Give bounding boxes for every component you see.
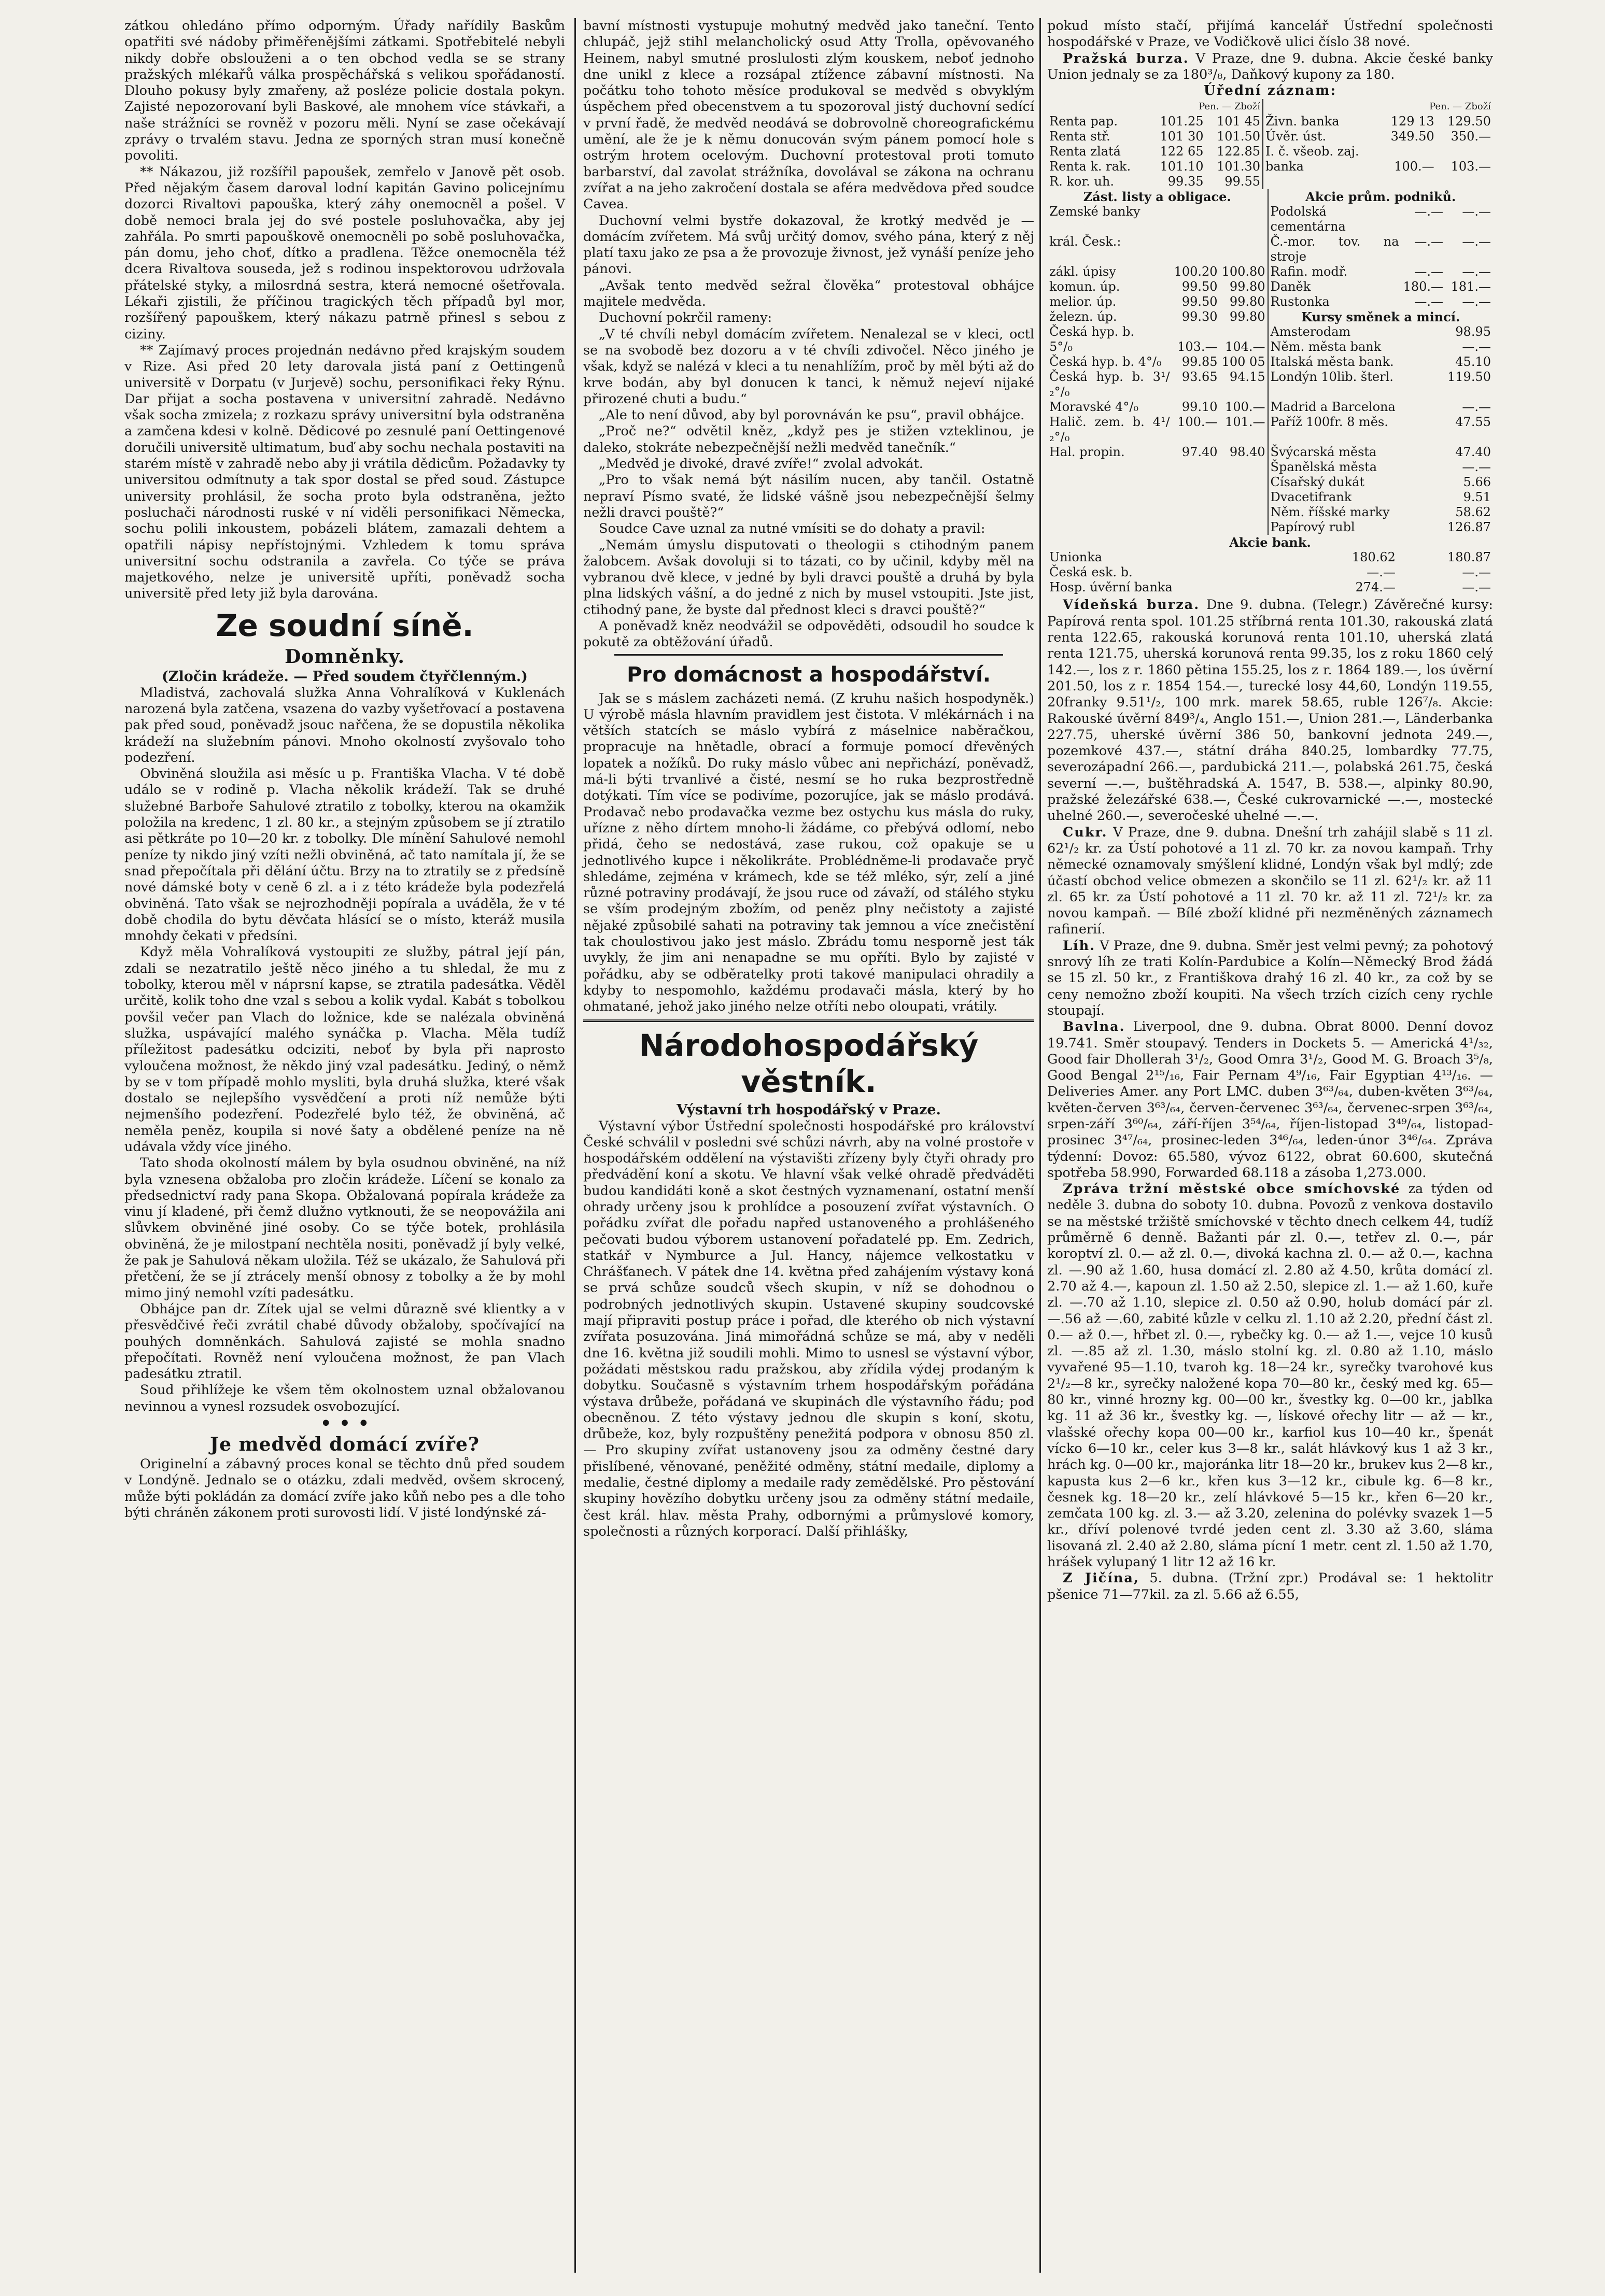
rate-label: Amsterodam: [1268, 324, 1445, 339]
rate-label: R. kor. uh.: [1049, 174, 1114, 189]
paragraph-text: Liverpool, dne 9. dubna. Obrat 8000. Denní dovoz 19.741. Směr stoupavý. Tenders in Dockets 5. — Americká 4¹/₃₂, Good fair Dhollerah 3¹/₂, Good Omra 3¹/₂, Good M. G. Broach 3⁵/₈, Good Bengal 2¹⁵/₁₆, Fair Pernam 4⁹/₁₆, Fair Egyptian 4¹³/₁₆. — Deliveries Amer. any Port LMC. duben 3⁶³/₆₄, duben-květen 3⁶³/₆₄, květen-červen 3⁶³/₆₄, červen-červenec 3⁶³/₆₄, červenec-srpen 3⁶³/₆₄, srpen-září 3⁶⁰/₆₄, září-říjen 3⁵⁴/₆₄, říjen-listopad 3⁴⁹/₆₄, listopad-prosinec 3⁴⁷/₆₄, prosinec-leden 3⁴⁶/₆₄, leden-únor 3⁴⁶/₆₄. Zpráva týdenní: Dovoz: 65.580, vývoz 6122, obrat 60.600, skutečná spotřeba 58.990, Forwarded 68.118 a zásoba 1,273.000.: [1047, 1019, 1493, 1181]
rate-value: [1172, 460, 1220, 475]
paragraph: [1047, 1181, 1493, 1570]
column-header: Pen. — Zboží: [1429, 101, 1491, 112]
rate-value: —.—: [1462, 294, 1491, 309]
article-title: Je medvěd domácí zvíře?: [210, 1434, 480, 1456]
table-row: [1047, 204, 1493, 234]
rate-value: 93.65: [1181, 370, 1218, 385]
rate-value: 99.80: [1229, 309, 1265, 324]
obligations-table: [1047, 189, 1493, 535]
paragraph: Mladistvá, zachovalá služka Anna Vohralíková v Kuklenách narozená byla zatčena, vsazena do vazby vyšetřovací a postavena pak před soud, poněvadž jsouc nařčena, že se dopustila několika krádeží na služebním pánovi. Mnoho okolností zvyšovalo toho podezření.: [124, 685, 565, 766]
paragraph: [1047, 51, 1493, 83]
rate-label: Zemské banky: [1049, 204, 1141, 219]
rate-value: 101.10: [1160, 159, 1204, 174]
rate-value: 100 05: [1221, 355, 1265, 370]
rate-label: Živn. banka: [1263, 114, 1379, 129]
paragraph: „Pro to však nemá být násilím nucen, aby tančil. Ostatně nepraví Písmo svaté, že lidské vášně jsou nebezpečnější šelmy nežli dravci pouště?“: [583, 472, 1034, 520]
rate-label: Hosp. úvěrní banka: [1049, 580, 1173, 595]
rate-label: železn. úp.: [1049, 309, 1117, 324]
rate-value: 100.—: [1394, 159, 1434, 174]
rate-label: Švýcarská města: [1268, 445, 1445, 460]
rate-label: Papírový rubl: [1268, 520, 1445, 535]
rate-label: Renta pap.: [1049, 114, 1118, 129]
paragraph-text: 5. dubna. (Tržní zpr.) Prodával se: 1 hektolitr pšenice 71—77kil. za zl. 5.66 až 6.55,: [1047, 1570, 1493, 1603]
rate-value: [1220, 505, 1268, 520]
rate-value: [1437, 144, 1493, 159]
article-title: Výstavní trh hospodářský v Praze.: [677, 1101, 941, 1118]
rate-value: —.—: [1367, 565, 1396, 580]
rate-label: Česká hyp. b. 4°/₀: [1049, 355, 1162, 370]
rate-label: zákl. úpisy: [1049, 264, 1116, 279]
paragraph: Duchovní pokrčil rameny:: [599, 310, 772, 326]
rate-value: 99.10: [1181, 400, 1218, 415]
rate-value: 100.80: [1221, 264, 1265, 279]
table-subheading: Akcie prům. podniků.: [1268, 189, 1493, 204]
rate-label: Česká esk. b.: [1049, 565, 1133, 580]
rate-label: [1047, 520, 1172, 535]
rate-label: Něm. říšské marky: [1268, 505, 1445, 520]
rate-label: Španělská města: [1268, 460, 1445, 475]
rate-value: 99.80: [1229, 279, 1265, 294]
table-subheading: Kursy směnek a mincí.: [1268, 309, 1493, 324]
rate-label: Č.-mor. tov. na stroje: [1268, 234, 1401, 264]
column-3: [1047, 18, 1493, 1603]
rate-value: 274.—: [1355, 580, 1396, 595]
table-row: [1047, 400, 1493, 415]
rate-value: [1172, 475, 1220, 490]
paragraph: [1047, 825, 1493, 938]
article-subtitle: (Zločin krádeže. — Před soudem čtyřčlenným.): [162, 668, 528, 685]
rate-value: 126.87: [1447, 520, 1491, 535]
rate-value: 45.10: [1455, 355, 1491, 370]
rate-value: 101.30: [1217, 159, 1260, 174]
rate-value: —.—: [1462, 339, 1491, 355]
rate-value: [1220, 520, 1268, 535]
inline-heading: Líh.: [1063, 938, 1096, 954]
table-row: [1047, 114, 1493, 129]
rate-value: 180.62: [1351, 550, 1396, 565]
rate-value: 99.35: [1167, 174, 1204, 189]
paragraph-text: za týden od neděle 3. dubna do soboty 10. dubna. Povozů z venkova dostavilo se na městské tržiště smíchovské v těchto dnech celkem 44, tudíž průměrně 6 denně. Bažanti pár zl. 0.—, tetřev zl. 0.—, pár koroptví zl. 0.— až zl. 0.—, divoká kachna zl. 0.— až 0.—, kachna zl. —.90 až 1.60, husa domácí zl. 2.80 až 4.50, krůta domácí zl. 2.70 až 4.—, kapoun zl. 1.50 až 2.50, slepice zl. 1.— až 1.60, kuře zl. —.70 až 1.10, slepice zl. 0.50 až 0.90, holub domácí pár zl. —.56 až —.60, zabité kůzle v celku zl. 1.10 až 2.20, přední část zl. 0.— až 0.—, hřbet zl. 0.—, rybečky kg. 0.— až 1.—, vejce 10 kusů zl. —.85 až zl. 1.30, máslo stolní kg. zl. 0.80 až 1.10, máslo vyvařené 95—1.10, tvaroh kg. 18—24 kr., syrečky tvarohové kus 2¹/₂—8 kr., syrečky naložené kopa 70—80 kr., český med kg. 65—80 kr., vinné hrozny kg. 00—00 kr., švestky kg. 0—00 kr., jablka kg. 11 až 36 kr., švestky kg. —, lískové ořechy litr — až — kr., vlašské ořechy kopa 00—00 kr., karfiol kus 10—40 kr., špenát vícko 6—10 kr., celer kus 3—8 kr., salát hlávkový kus 1 až 3 kr., hrách kg. 0—00 kr., majoránka litr 18—20 kr., brukev kus 2—8 kr., kapusta kus 2—6 kr., křen kus 3—12 kr., cibule kg. 6—8 kr., česnek kg. 18—20 kr., zelí hlávkové 5—15 kr., křen 6—20 kr., zemčata 100 kg. zl. 3.— až 3.20, zelenina do polévky svazek 1—5 kr., dříví polenové tvrdé jeden cent zl. 3.30 až 3.60, sláma lisovaná zl. 2.40 až 2.80, sláma pícní 1 metr. cent zl. 1.50 až 1.70, hrášek vylupaný 1 litr 12 až 16 kr.: [1047, 1181, 1494, 1570]
rate-value: —.—: [1462, 234, 1491, 249]
rate-label: [1047, 490, 1172, 505]
rate-value: 98.40: [1229, 445, 1265, 460]
rate-value: 129 13: [1390, 114, 1434, 129]
rate-value: 181.—: [1451, 279, 1491, 294]
rate-label: komun. úp.: [1049, 279, 1120, 294]
paragraph: Jak se s máslem zacházeti nemá. (Z kruhu našich hospodyněk.) U výrobě másla hlavním pravidlem jest čistota. V mlékárnách i na větších statcích se máslo vybírá z máselnice naběračkou, propracuje na hnětadle, obrací a formuje pomocí dřevěných lopatek a nožíků. Do ruky máslo vůbec ani nepřichází, poněvadž, má-li býti trvanlivé a čisté, nesmí se ho ruka bezprostředně dotýkati. Tím více se podivíme, pozorujíce, jak se máslo prodává. Prodavač nebo prodavačka vezme bez ostychu kus másla do ruky, uřízne z něho dírtem mnoho-li žádáme, co přebývá odlomí, nebo přidá, čeho se nedostává, zase rukou, což opakuje se u jednotlivého kupce i několikráte. Problédněme-li prodavače pryč shledáme, zejména v krámech, kde se též mléko, sýr, zelí a jiné různé potraviny prodávají, že jsou ruce od závaží, od stálého styku se vším prodejným zbožím, od peněz plny nečistoty a zajisté nějaké způsobilé sahati na potraviny tak jemnou a více znečistění tak choulostivou jako jest máslo. Zbrádu tomu nesporně jest ták uvykly, že jim ani nenapadne se mu opříti. Bylo by zajisté v pořádku, aby se odběratelky proti takové manipulaci ohradily a kdyby to nespomohlo, každému prodavači másla, který by ho ohmatané, jehož jako jiného nelze otříti nebo oloupati, vrátily.: [583, 690, 1034, 1015]
rate-value: 58.62: [1455, 505, 1491, 520]
rate-value: 103.—: [1177, 339, 1218, 355]
column-rule: [574, 18, 576, 2273]
rate-label: [1047, 505, 1172, 520]
rate-value: [1172, 324, 1220, 339]
table-title: Úřední záznam:: [1203, 83, 1337, 99]
rate-label: melior. úp.: [1049, 294, 1117, 309]
rate-value: —.—: [1414, 264, 1443, 279]
paragraph: Když měla Vohralíková vystoupiti ze služby, pátral její pán, zdali se nezatratilo ještě něco jiného a tu shledal, že mu z tobolky, kterou měl v náprsní kapse, se ztratila padesátka. Věděl určitě, kolik toho dne vzal s sebou a kolik vydal. Kabát s tobolkou povšil večer pan Vlach do ložnice, kde se nalézala obviněná služka, uspávající malého synáčka p. Vlacha. Měla tudíž příležitost padesátku odciziti, neboť by byla při naprosto vyloučena možnost, že někdo jiný vzal padesátku. Jediný, o němž by se v tom případě mohlo mysliti, byla druhá služka, které však dostalo se nejlepšího vysvědčení a proti níž nemůže býti nejmenšího podezření. Podezřelé bylo též, že obviněná, ač neměla peněz, koupila si nové šaty a obdělené peníze na ně udávala vždy více jiného.: [124, 944, 565, 1155]
rate-label: Moravské 4°/₀: [1049, 400, 1139, 415]
table-subheading: Akcie bank.: [1229, 535, 1311, 550]
table-row: [1047, 565, 1493, 580]
paragraph-text: V Praze, dne 9. dubna. Dnešní trh zahájil slabě s 11 zl. 62¹/₂ kr. za Ústí pohotové a 11 zl. 70 kr. za novou kampaň. Trhy německé oznamovaly smýšlení klidné, Londýn však byl mdlý; zde účastí obchod velice obmezen a skončilo se 11 zl. 62¹/₂ kr. až 11 zl. 65 kr. za Ústí pohotové a 11 zl. 70 kr. až 11 zl. 72¹/₂ kr. za novou kampaň. — Bílé zboží klidné při nezměněných záznamech rafinerií.: [1047, 824, 1493, 938]
table-row: [1047, 415, 1493, 445]
rate-label: Italská města bank.: [1268, 355, 1445, 370]
paragraph: „Nemám úmyslu disputovati o theologii s ctihodným panem žalobcem. Avšak dovoluji si to tázati, co by učinil, kdyby měl na vybranou dvě klece, v jedné by byli dravci pouště a druhá by byla plna lidských vášní, a do jedné z nich by musel vstoupiti. Jste jist, ctihodný pane, že byste dal přednost kleci s dravci pouště?“: [583, 537, 1034, 618]
paragraph: Duchovní velmi bystře dokazoval, že krotký medvěd je — domácím zvířetem. Má svůj určitý domov, svého pána, který z něj platí taxu jako ze psa a že provozuje živnost, jež vynáší peníze jeho pánovi.: [583, 212, 1034, 277]
rate-value: 99.50: [1181, 279, 1218, 294]
rate-value: 129.50: [1447, 114, 1491, 129]
rate-value: —.—: [1462, 204, 1491, 219]
rate-label: Podolská cementárna: [1268, 204, 1401, 234]
separator-dots: • • •: [319, 1412, 370, 1436]
rate-label: [1047, 460, 1172, 475]
rate-value: 350.—: [1451, 129, 1491, 144]
table-row: [1047, 309, 1493, 324]
rate-value: 99.55: [1224, 174, 1260, 189]
table-row: [1047, 159, 1493, 174]
rate-label: banka: [1263, 159, 1379, 174]
rate-value: 122.85: [1217, 144, 1260, 159]
divider: [583, 1019, 1034, 1022]
paragraph-text: V Praze, dne 9. dubna. Směr jest velmi pevný; za pohotový snrový líh ze trati Kolín-Pardubice a Kolín—Německý Brod žádá se 15 zl. 50 kr., z Františkova drahý 16 zl. 40 kr., za což by se ceny nemožno zboží koupiti. Na všech trzích cizích ceny rychle stoupají.: [1047, 938, 1493, 1018]
paragraph: Soud přihlížeje ke všem těm okolnostem uznal obžalovanou nevinnou a vynesl rozsudek osvobozující.: [124, 1382, 565, 1414]
rate-label: Renta k. rak.: [1049, 159, 1131, 174]
rate-label: Renta zlatá: [1049, 144, 1121, 159]
section-heading-court: Ze soudní síně.: [216, 607, 474, 643]
paragraph: [1047, 1019, 1493, 1181]
rate-value: 103.—: [1451, 159, 1491, 174]
rate-value: 100.20: [1174, 264, 1218, 279]
table-row: [1047, 174, 1493, 189]
paragraph: A poněvadž kněz neodvážil se odpověděti, odsoudil ho soudce k pokutě za obtěžování úřadů.: [583, 618, 1034, 650]
rate-value: [1437, 174, 1493, 189]
rate-value: [1220, 204, 1268, 234]
inline-heading: Pražská burza.: [1063, 50, 1189, 66]
paragraph: pokud místo stačí, přijímá kancelář Ústřední společnosti hospodářské v Praze, ve Vodičkově ulici číslo 38 nové.: [1047, 18, 1493, 50]
paragraph: [1047, 597, 1493, 824]
rates-table: [1047, 99, 1493, 189]
table-row: [1047, 445, 1493, 460]
rate-value: [1220, 475, 1268, 490]
rate-value: [1172, 234, 1220, 264]
table-row: [1047, 550, 1493, 565]
rate-value: 100.—: [1177, 415, 1218, 430]
column-1: [124, 18, 565, 1521]
paragraph: „Ale to není důvod, aby byl porovnáván ke psu“, pravil obhájce.: [599, 407, 1025, 423]
rate-value: 101.—: [1225, 415, 1265, 430]
rate-value: 101 45: [1217, 114, 1260, 129]
table-row: [1047, 505, 1493, 520]
table-row: [1047, 475, 1493, 490]
rate-value: [1220, 324, 1268, 339]
rate-value: 180.—: [1403, 279, 1443, 294]
rate-value: [1379, 144, 1436, 159]
inline-heading: Z Jičína,: [1063, 1570, 1139, 1586]
rate-label: Císařský dukát: [1268, 475, 1445, 490]
paragraph: „Avšak tento medvěd sežral člověka“ protestoval obhájce majitele medvěda.: [583, 277, 1034, 310]
rate-value: [1220, 234, 1268, 264]
rate-label: král. Česk.:: [1049, 234, 1121, 249]
rate-value: —.—: [1414, 294, 1443, 309]
table-row: [1047, 535, 1493, 550]
rate-value: 99.50: [1181, 294, 1218, 309]
rate-label: Česká hyp. b. 3¹/₂°/₀: [1049, 370, 1170, 400]
rate-value: —.—: [1462, 460, 1491, 475]
table-row: [1047, 264, 1493, 279]
rate-label: [1263, 174, 1379, 189]
rate-value: 100.—: [1225, 400, 1265, 415]
rate-label: Dvacetifrank: [1268, 490, 1445, 505]
table-row: [1047, 294, 1493, 309]
table-row: [1047, 580, 1493, 595]
rate-value: 94.15: [1229, 370, 1265, 385]
inline-heading: Vídeňská burza.: [1063, 597, 1200, 613]
rate-label: Daněk: [1268, 279, 1401, 294]
rate-value: [1220, 460, 1268, 475]
rate-label: Úvěr. úst.: [1263, 129, 1379, 144]
rate-value: 97.40: [1181, 445, 1218, 460]
paragraph: bavní místnosti vystupuje mohutný medvěd jako taneční. Tento chlupáč, jejž stihl melancholický osud Atty Trolla, opěvovaného Heinem, nabyl smutné proslulosti zlým kouskem, neboť jednoho dne unikl z klece a rozsápal ztížence zábavní místnosti. Na počátku toho tohoto měsíce produkoval se medvěd s obvyklým úspěchem před obecenstvem a tu spozoroval jistý duchovní sedící v první řadě, že medvěd neodává se dobrovolně choreografickému umění, ale že je k němu donucován svým pánem pomocí hole s ostrým hrotem ocelovým. Duchovní protestoval proti tomuto barbarství, dal zavolat strážníka, dovolával se zákona na ochranu zvířat a na jeho zakročení dostala se aféra medvědova před soudce Cavea.: [583, 18, 1034, 212]
rate-label: Paříž 100fr. 8 měs.: [1268, 415, 1445, 445]
table-row: [1047, 520, 1493, 535]
column-header: Pen. — Zboží: [1199, 101, 1260, 112]
table-row: [1047, 460, 1493, 475]
rate-value: —.—: [1462, 565, 1491, 580]
rate-value: [1172, 490, 1220, 505]
rate-value: 119.50: [1447, 370, 1491, 385]
table-row: [1047, 339, 1493, 355]
paragraph: ** Zajímavý proces projednán nedávno před krajským soudem v Rize. Asi před 20 lety darovala jistá paní z Oettingenů universitě v Dorpatu (v Jurjevě) sochu, personifikaci řeky Rýnu. Dar přijat a socha postavena v universitní zahradě. Nedávno však socha zmizela; z rozkazu správy universitní byla odstraněna a zamčena kdesi v kolně. Dědicové po zesnulé paní Oettingenové doručili universitě ultimatum, buď aby sochu nechala postaviti na starém místě v zahradě nebo aby ji vrátila dědicům. Požadavky ty universitou odmítnuty a tak spor dostal se před soud. Zástupce university prohlásil, že socha proto byla odstraněna, ježto posluchači národnosti ruské v ní viděli personifikaci Německa, sochu polili inkoustem, pobázeli blátem, zamazali dehtem a opatřili nápisy nepřístojnými. Vzhledem k tomu správa universitní sochu odstranila a zavřela. Co týče se práva majetkového, nelze je universitě upříti, poněvadž socha universitě před lety již byla darována.: [124, 342, 565, 602]
paragraph-text: Dne 9. dubna. (Telegr.) Závěrečné kursy: Papírová renta spol. 101.25 stříbrná renta 101.30, rakouská zlatá renta 122.65, rakouská korunová renta 101.10, uherská zlatá renta 121.75, uherská korunová renta 99.35, los z roku 1860 celý 142.—, los z r. 1860 pětina 155.25, los z r. 1864 189.—, los úvěrní 201.50, los z r. 1854 154.—, turecké losy 44,60, Londýn 119.55, 20franky 9.51¹/₂, 100 mrk. marek 58.65, ruble 126⁷/₈. Akcie: Rakouské úvěrní 849³/₄, Anglo 151.—, Union 281.—, Länderbanka 227.75, uherské úvěrní 386 50, bankovní jednota 249.—, pozemkové 437.—, státní dráha 840.25, lombardky 77.75, severozápadní 266.—, pardubická 211.—, polabská 261.75, česká severní —.—, buštěhradská A. 1547, B. 538.—, alpinky 80.90, pražské železářské 638.—, České cukrovarnické —.—, mostecké uhelné 260.—, severočeské uhelné —.—.: [1047, 597, 1493, 824]
rate-value: 180.87: [1447, 550, 1491, 565]
divider: [614, 654, 1003, 656]
paragraph: Výstavní výbor Ústřední společnosti hospodářské pro království České schválil v posledni své schůzi návrh, aby na volné prostoře v hospodářském oddělení na výstavišti zřízeny byly čtyři ohrady pro předvádění koní a skotu. Ve hlavní však velké ohradě předváděti budou kandidáti koně a skot čestných vyznamenaní, ostatní menší ohrady určeny jsou k prohlídce a posouzení zvířat výstavních. O pořádku zvířat dle pořadu napřed ustanoveného a prohlášeného pečovati budou výborem ustanovení pořadatelé pp. Em. Zedrich, statkář v Nymburce a Jul. Hancy, nájemce velkostatku v Chrášťanech. V pátek dne 14. května před zahájením výstavy koná se prvá schůze soudců všech skupin, v níž se dohodnou o podrobných jednotlivých skupin. Ustavené skupiny soudcovské mají připraviti postup práce i pořad, dle kterého ob nich výstavní zvířata posuzována. Jiná mimořádná schůze se má, aby v neděli dne 16. května již soudili mohli. Mimo to usnesl se výstavní výbor, požádati městskou radu pražskou, aby zřídila výdej prodaným k dobytku. Současně s výstavním trhem hospodářským pořádána výstava drůbeže, pořádaná ve skupinách dle výstavního řádu; pod obecněnou. Z této výstavy jednou dle skupin s koní, skotu, drůbeže, koz, byly rozpuštěny penežitá podpora v obnosu 850 zl. — Pro skupiny zvířat ustanoveny jsou za odměny čestné dary přislíbené, věnované, peněžité odměny, státní medaile, diplomy a medalie, čestné diplomy a medaile rady zemědělské. Pro pěstování skupiny hovězího dobytku určeny jsou za odměny státní medaile, čest král. hlav. města Prahy, odbornými a průmyslové komory, společnosti a různých korporací. Další přihlášky,: [583, 1118, 1034, 1539]
rate-value: [1172, 505, 1220, 520]
paragraph: Tato shoda okolností málem by byla osudnou obviněné, na níž byla vznesena obžaloba pro zločin krádeže. Líčení se konalo za předsednictví rady pana Skopa. Obžalovaná popírala krádeže za vinu jí kladené, při čemž dlužno vytknouti, že se neopovážila ani slůvkem obviněné jiné osoby. Co se týče botek, prohlásila obviněná, že je milostpaní nechtěla nositi, poněvadž jí byly velké, že pak je Sahulová někam uložila. Též se ukázalo, že Sahulová při přetčení, že se jí ztrácely menší obnosy z tobolky a že by mohl mimo jiný nemohl vzíti padesátku.: [124, 1155, 565, 1301]
rate-value: —.—: [1414, 234, 1443, 249]
table-row: [1047, 129, 1493, 144]
rate-value: —.—: [1462, 264, 1491, 279]
paragraph-text: V Praze, dne 9. dubna. Akcie české banky Union jednaly se za 180³/₈, Daňkový kupony za 180.: [1047, 50, 1493, 82]
rate-label: Rustonka: [1268, 294, 1401, 309]
table-row: [1047, 144, 1493, 159]
rate-label: Halič. zem. b. 4¹/₂°/₀: [1049, 415, 1170, 445]
rate-value: 99.80: [1229, 294, 1265, 309]
inline-heading: Zpráva tržní městské obce smíchovské: [1063, 1181, 1401, 1197]
paragraph: [1047, 1570, 1493, 1603]
paragraph: Soudce Cave uznal za nutné vmísiti se do dohaty a pravil:: [599, 521, 985, 537]
table-row: [1047, 490, 1493, 505]
section-heading-home: Pro domácnost a hospodářství.: [627, 662, 991, 687]
rate-value: 101 30: [1160, 129, 1204, 144]
paragraph: „Medvěd je divoké, dravé zvíře!“ zvolal advokát.: [599, 456, 923, 472]
rate-value: [1172, 520, 1220, 535]
rate-label: Londýn 10lib. šterl.: [1268, 370, 1445, 400]
rate-value: 122 65: [1160, 144, 1204, 159]
rate-value: 349.50: [1390, 129, 1434, 144]
rate-label: Něm. města bank: [1268, 339, 1445, 355]
rate-label: Rafin. modř.: [1268, 264, 1401, 279]
table-subheading: Zást. listy a obligace.: [1083, 189, 1231, 205]
rate-label: Renta stř.: [1049, 129, 1110, 144]
rate-value: 99.85: [1181, 355, 1218, 370]
paragraph: Obviněná sloužila asi měsíc u p. Františka Vlacha. V té době událo se v rodině p. Vlacha několik krádeží. Tak se druhé služebné Barboře Sahulové ztratilo z tobolky, kterou na okamžik položila na kredenc, 1 zl. 80 kr., a stejným způsobem se jí ztratilo asi pětkráte po 10—20 kr. z tobolky. Dle mínění Sahulové nemohl peníze ty nikdo jiný vzíti nežli obviněná, ač tato namítala jí, že se snad přepočítala při dělání účtu. Brzy na to ztratily se z předsíně nové dámské boty v ceně 6 zl. a i z této krádeže byla podezřelá obviněná. Tato však se nejrozhodněji popírala a uváděla, že v té době chodila do bytu děvčata hlásící se o místo, kteráž musila mnohdy čekati v předsíni.: [124, 766, 565, 944]
rate-value: 104.—: [1225, 339, 1265, 355]
rate-value: 5.66: [1463, 475, 1491, 490]
paragraph: Originelní a zábavný proces konal se těchto dnů před soudem v Londýně. Jednalo se o otázku, zdali medvěd, ovšem skrocený, může býti pokládán za domácí zvíře jako kůň nebo pes a dle toho býti chráněn zákonem proti surovosti lidí. V jisté londýnské zá-: [124, 1456, 565, 1521]
table-row: [1047, 324, 1493, 339]
rate-label: 5°/₀: [1049, 339, 1073, 355]
paragraph: „Proč ne?“ odvětil kněz, „když pes je stižen vzteklinou, je daleko, stokráte nebezpečnější nežli medvěd tanečník.“: [583, 423, 1034, 456]
rate-value: 98.95: [1455, 324, 1491, 339]
rate-label: Česká hyp. b.: [1049, 324, 1134, 339]
rate-value: —.—: [1414, 204, 1443, 219]
rate-value: 99.30: [1181, 309, 1218, 324]
paragraph: zátkou ohledáno přímo odporným. Úřady nařídily Baskům opatřiti své nádoby přiměřenějšími zátkami. Spotřebitelé nebyli nikdy dobře obslouženi a o ten obchod vedla se se strany pražských mlékařů válka prospěchářská s velikou spořádaností. Dlouho pokusy byly zmařeny, až posléze policie dostala pokyn. Zajisté nepozorovaní byli Baskové, ale mnohem více stávkaři, a naše strážníci se rovněž v pozoru měli. Nyní se zase očekávají zprávy o trvalém stavu. Jedna ze sporných stran musí konečně povoliti.: [124, 18, 565, 164]
paragraph: [1047, 938, 1493, 1019]
table-row: [1047, 355, 1493, 370]
table-row: [1047, 370, 1493, 400]
paragraph: „V té chvíli nebyl domácím zvířetem. Nenalezal se v kleci, octl se na svobodě bez dozoru a v té chvíli zdivočel. Něco jiného je však, když se nalézá v kleci a tu nenahlížím, proč by měl býti až do krve bodán, aby byl donucen k tanci, k němuž nejeví nijaké přirozené chuti a budu.“: [583, 326, 1034, 407]
rate-value: 47.55: [1455, 415, 1491, 430]
rate-value: [1220, 490, 1268, 505]
table-row: [1047, 234, 1493, 264]
rate-value: —.—: [1462, 580, 1491, 595]
inline-heading: Bavlna.: [1063, 1019, 1125, 1035]
bank-shares-table: [1047, 535, 1493, 595]
rate-label: [1047, 475, 1172, 490]
rate-value: [1379, 174, 1436, 189]
rate-value: 101.50: [1217, 129, 1260, 144]
paragraph: ** Nákazou, již rozšířil papoušek, zemřelo v Janově pět osob. Před nějakým časem daroval lodní kapitán Gavino policejnímu dozorci Rivaltovi papouška, který záhy onemocněl a pošel. V době nemoci brala jej do své postele posluhovačka, aby jej zahřála. Po smrti papouškově onemocněli po sobě posluhovačka, pán domu, jeho choť, dítko a pradlena. Těžce onemocněla též dcera Rivaltova souseda, jež s rodinou inspektorovou udržovala přátelské styky, a milosrdná sestra, která nemocné ošetřovala. Lékaři zjistili, že příčinou tragických těch případů byl mor, rozšířený papouškem, který nákazu patrně přinesl s sebou z ciziny.: [124, 164, 565, 342]
paragraph: Obhájce pan dr. Zítek ujal se velmi důrazně své klientky a v přesvědčivé řeči zvrátil chabé důvody obžaloby, spočívající na pouhých domněnkách. Sahulová zajisté se mohla snadno přepočítati. Rovněž není vyloučena možnost, že pan Vlach padesátku ztratil.: [124, 1301, 565, 1382]
column-rule: [1039, 18, 1041, 2273]
rate-value: 47.40: [1455, 445, 1491, 460]
section-heading-economy: Národohospodářský věstník.: [639, 1027, 979, 1099]
column-2: [583, 18, 1034, 1540]
rate-value: [1172, 204, 1220, 234]
inline-heading: Cukr.: [1063, 824, 1108, 840]
rate-label: Madrid a Barcelona: [1268, 400, 1445, 415]
rate-label: I. č. všeob. zaj.: [1263, 144, 1379, 159]
rate-label: Hal. propin.: [1049, 445, 1125, 460]
rate-label: Unionka: [1049, 550, 1103, 565]
article-title: Domněnky.: [285, 645, 405, 668]
table-row: [1047, 279, 1493, 294]
rate-value: 101.25: [1160, 114, 1204, 129]
rate-value: 9.51: [1463, 490, 1491, 505]
rate-value: —.—: [1462, 400, 1491, 415]
